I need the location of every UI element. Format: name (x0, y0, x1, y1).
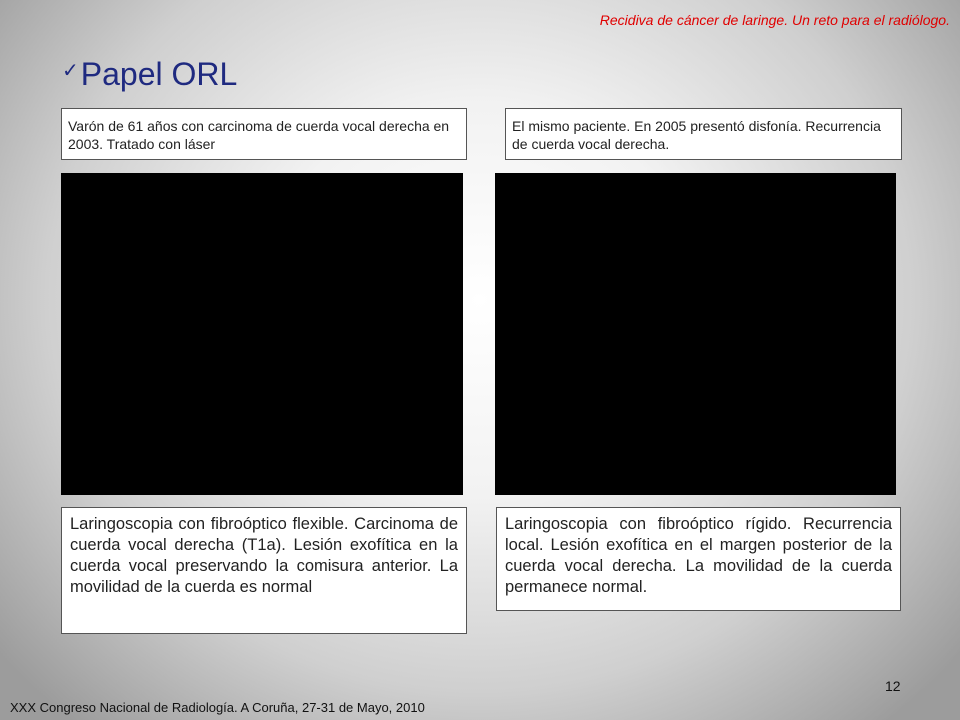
presentation-title: Recidiva de cáncer de laringe. Un reto para el radiólogo. (599, 12, 950, 28)
right-bottom-caption: Laringoscopia con fibroóptico rígido. Recurrencia local. Lesión exofítica en el margen posterior de la cuerda vocal derecha. La movilidad de la cuerda permanece normal. (496, 507, 901, 611)
slide-heading (62, 56, 237, 93)
right-laryngoscopy-image (495, 173, 896, 495)
page-number: 12 (885, 678, 901, 694)
left-bottom-caption: Laringoscopia con fibroóptico flexible. Carcinoma de cuerda vocal derecha (T1a). Lesión exofítica en la cuerda vocal preservando la comisura anterior. La movilidad de la cuerda es normal (61, 507, 467, 634)
footer-congress: XXX Congreso Nacional de Radiología. A Coruña, 27-31 de Mayo, 2010 (10, 700, 425, 715)
right-top-caption: El mismo paciente. En 2005 presentó disfonía. Recurrencia de cuerda vocal derecha. (505, 108, 902, 160)
left-top-caption: Varón de 61 años con carcinoma de cuerda vocal derecha en 2003. Tratado con láser (61, 108, 467, 160)
checkmark-icon: ✓ (62, 60, 79, 82)
slide-heading-text: Papel ORL (80, 56, 238, 92)
left-laryngoscopy-image (61, 173, 463, 495)
